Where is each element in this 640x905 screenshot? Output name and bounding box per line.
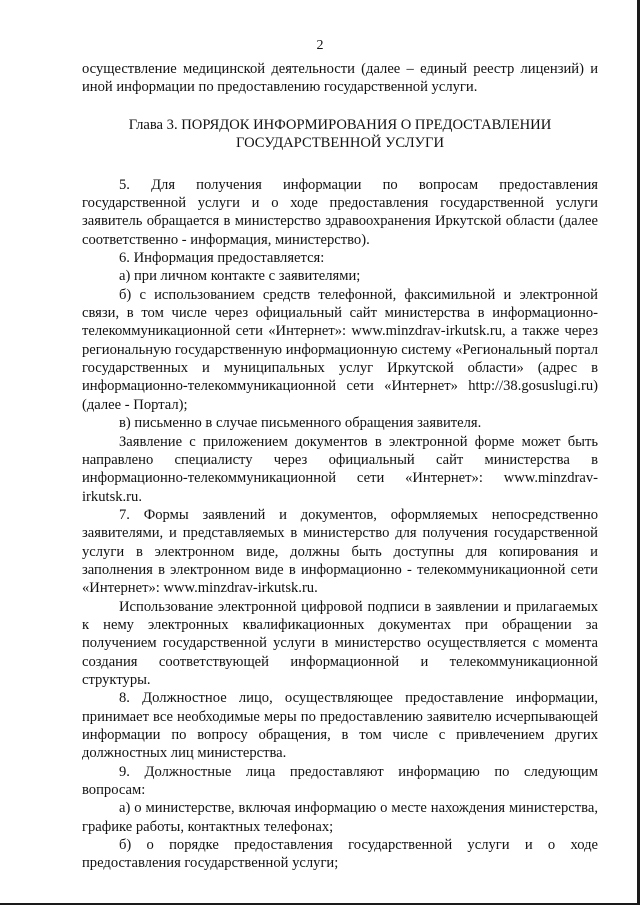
- paragraph-continuation: осуществление медицинской деятельности (далее – единый реестр лицензий) и иной информации по предоставлению государственной услуги.: [82, 61, 598, 96]
- paragraph-digital-signature: Использование электронной цифровой подписи в заявлении и прилагаемых к нему электронных квалификационных документах при обращении за получением государственной услуги в министерство осуществляется с момента создания соответствующей информационной и телекоммуникационной структуры.: [82, 598, 598, 688]
- paragraph-9b: б) о порядке предоставления государственной услуги и о ходе предоставления государственной услуги;: [82, 837, 598, 872]
- paragraph-5: 5. Для получения информации по вопросам предоставления государственной услуги и о ходе предоставления государственной услуги заявитель обращается в министерство здравоохранения Иркутской области (далее соответственно - информация, министерство).: [82, 176, 598, 248]
- paragraph-7: 7. Формы заявлений и документов, оформляемых непосредственно заявителями, и представляемых в министерство для получения государственной услуги в электронном виде, должны быть доступны для копирования и заполнения в электронном виде в информационно - телекоммуникационной сети «Интернет»: www.minzdrav-irkutsk.ru.: [82, 506, 598, 597]
- paragraph-6b: б) с использованием средств телефонной, факсимильной и электронной связи, в том числе через официальный сайт министерства в информационно-телекоммуникационной сети «Интернет»: www.minzdrav-irkutsk.ru, а также через региональную государственную информационную систему «Региональный портал государственных и муниципальных услуг Иркутской области» (адрес в информационно-телекоммуникационной сети «Интернет» http://38.gosuslugi.ru) (далее - Портал);: [82, 286, 598, 413]
- paragraph-6v: в) письменно в случае письменного обращения заявителя.: [119, 415, 482, 432]
- paragraph-9a: а) о министерстве, включая информацию о месте нахождения министерства, графике работы, контактных телефонах;: [82, 800, 598, 835]
- paragraph-9: 9. Должностные лица предоставляют информацию по следующим вопросам:: [82, 763, 598, 799]
- paragraph-6: 6. Информация предоставляется:: [119, 250, 325, 267]
- document-body: [82, 60, 598, 873]
- page-number: 2: [316, 38, 324, 53]
- paragraph-8: 8. Должностное лицо, осуществляющее предоставление информации, принимает все необходимые меры по предоставлению заявителю исчерпывающей информации по вопросу обращения, в том числе с привлечением других должностных лиц министерства.: [82, 690, 598, 762]
- chapter-heading: Глава 3. ПОРЯДОК ИНФОРМИРОВАНИЯ О ПРЕДОСТАВЛЕНИИ ГОСУДАРСТВЕННОЙ УСЛУГИ: [128, 116, 552, 151]
- paragraph-6a: а) при личном контакте с заявителями;: [119, 268, 361, 285]
- paragraph-electronic-application: Заявление с приложением документов в электронной форме может быть направлено специалисту через официальный сайт министерства в информационно-телекоммуникационной сети «Интернет»: www.minzdrav-irkutsk.ru.: [82, 433, 598, 505]
